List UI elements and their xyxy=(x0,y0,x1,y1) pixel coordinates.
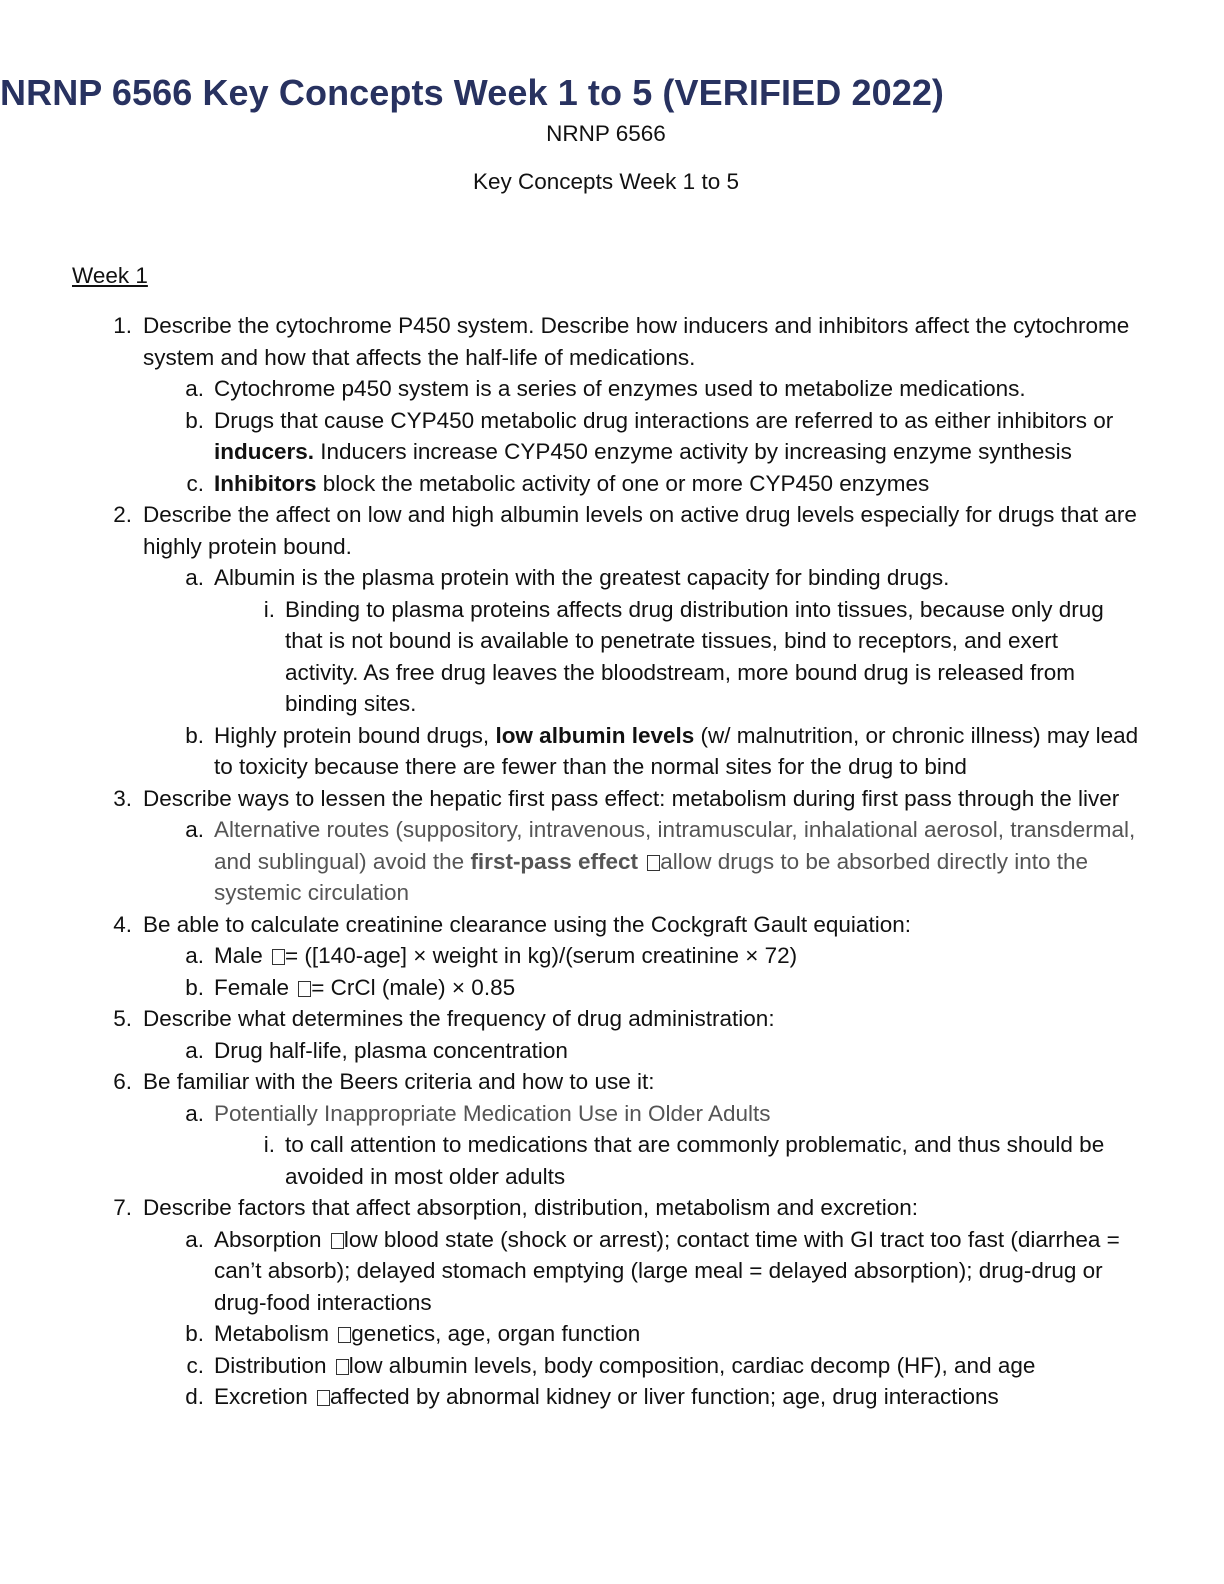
sub-list-item xyxy=(0,1350,1144,1382)
list-number: 5. xyxy=(113,1006,132,1031)
sub-list-letter: a. xyxy=(185,376,204,401)
list-item-text: Describe the cytochrome P450 system. Describe how inducers and inhibitors affect the cytochrome system and how that affects the half-life of medications. xyxy=(143,313,1130,370)
sub-list-item xyxy=(0,405,1144,468)
sub-list-item-text: Female xyxy=(214,974,296,1000)
sub-list-item xyxy=(0,972,1144,1004)
sub-list-letter: a. xyxy=(185,943,204,968)
sub-list-item-text: Distribution xyxy=(214,1352,333,1378)
bold-term: inducers. xyxy=(214,439,315,464)
empty-box-icon xyxy=(336,1359,349,1375)
sub-list-item-text: Male xyxy=(214,943,270,968)
sub-list-item xyxy=(0,940,1144,972)
sub-list-item-text: Metabolism xyxy=(214,1321,336,1346)
sub-list-letter: c. xyxy=(186,470,204,496)
sub-list-item-text: block the metabolic activity of one or more CYP450 enzymes xyxy=(316,470,930,496)
sub-list-letter: b. xyxy=(185,974,204,1000)
sub-list-item xyxy=(0,814,1144,909)
sub-sub-list-numeral: i. xyxy=(263,596,275,622)
bold-term: first-pass effect xyxy=(470,848,638,874)
sub-list-letter: a. xyxy=(185,1226,204,1252)
sub-list-letter: b. xyxy=(185,1321,204,1346)
sub-list-item-text: low blood state (shock or arrest); contact time with GI tract too fast (diarrhea = can’t absorb); delayed stomach emptying (large meal = delayed absorption); drug-drug or drug-food interactions xyxy=(214,1226,1120,1315)
sub-list-item-text: allow drugs to be absorbed directly into the systemic circulation xyxy=(214,848,1089,905)
sub-list-item-text: Potentially Inappropriate Medication Use in Older Adults xyxy=(214,1100,771,1126)
sub-list-item xyxy=(0,1318,1144,1350)
sub-list-item-text: Cytochrome p450 system is a series of enzymes used to metabolize medications. xyxy=(214,376,1026,401)
empty-box-icon xyxy=(338,1327,351,1343)
course-code: NRNP 6566 xyxy=(546,121,666,146)
sub-list-item-text: (w/ malnutrition, or chronic illness) may lead to toxicity because there are fewer than the normal sites for the drug to bind xyxy=(214,722,1139,779)
sub-list-item-text: Drugs that cause CYP450 metabolic drug interactions are referred to as either inhibitors or xyxy=(214,407,1114,433)
sub-list-item-text: Absorption xyxy=(214,1226,328,1252)
sub-list-item xyxy=(0,562,1144,594)
empty-box-icon xyxy=(331,1233,344,1249)
empty-box-icon xyxy=(272,949,285,965)
sub-list-letter: a. xyxy=(185,1100,204,1126)
sub-list-item-text: Excretion xyxy=(214,1384,315,1409)
bold-term: Inhibitors xyxy=(214,470,317,496)
list-item xyxy=(0,499,1143,562)
list-item-text: Describe the affect on low and high albumin levels on active drug levels especially for drugs that are highly protein bound. xyxy=(143,502,1137,559)
list-item xyxy=(0,1192,1143,1224)
sub-list-item-text: = CrCl (male) × 0.85 xyxy=(311,974,516,1000)
sub-list-letter: a. xyxy=(185,565,204,590)
list-item xyxy=(0,310,1143,373)
empty-box-icon xyxy=(298,981,311,997)
sub-list-letter: c. xyxy=(186,1352,204,1378)
list-number: 2. xyxy=(113,502,132,527)
sub-list-item-text: Highly protein bound drugs, xyxy=(214,722,496,748)
sub-list-item xyxy=(0,1381,1144,1413)
sub-list-item xyxy=(0,468,1144,500)
list-item xyxy=(0,909,1143,941)
empty-box-icon xyxy=(647,855,660,871)
list-item xyxy=(0,1003,1143,1035)
sub-sub-list-item-text: to call attention to medications that are commonly problematic, and thus should be avoided in most older adults xyxy=(285,1132,1105,1189)
page-title: NRNP 6566 Key Concepts Week 1 to 5 (VERIFIED 2022) xyxy=(0,72,945,113)
sub-list-item-text: affected by abnormal kidney or liver function; age, drug interactions xyxy=(330,1384,999,1409)
list-number: 4. xyxy=(113,911,132,937)
list-number: 3. xyxy=(113,785,132,811)
sub-list-letter: b. xyxy=(185,722,204,748)
sub-list-item-text: Albumin is the plasma protein with the greatest capacity for binding drugs. xyxy=(214,565,950,590)
sub-list-item xyxy=(0,373,1144,405)
bold-term: low albumin levels xyxy=(495,722,695,748)
document-subtitle: Key Concepts Week 1 to 5 xyxy=(473,169,739,194)
sub-list-letter: b. xyxy=(185,407,204,433)
sub-list-item xyxy=(0,1035,1144,1067)
sub-sub-list-numeral: i. xyxy=(263,1132,275,1157)
sub-list-letter: a. xyxy=(185,817,204,842)
sub-list-item-text: Drug half-life, plasma concentration xyxy=(214,1037,568,1063)
sub-list-item-text: Alternative routes (suppository, intravenous, intramuscular, inhalational aerosol, transdermal, and sublingual) avoid the xyxy=(214,817,1136,874)
sub-list-item-text: Inducers increase CYP450 enzyme activity by increasing enzyme synthesis xyxy=(314,439,1072,464)
list-number: 6. xyxy=(113,1069,132,1094)
list-number: 7. xyxy=(113,1195,132,1220)
sub-sub-list-item xyxy=(0,594,1135,720)
sub-list-item-text: low albumin levels, body composition, cardiac decomp (HF), and age xyxy=(348,1352,1036,1378)
sub-list-item xyxy=(0,1098,1144,1130)
list-number: 1. xyxy=(113,313,132,338)
sub-list-item-text: = ([140-age] × weight in kg)/(serum creatinine × 72) xyxy=(285,943,798,968)
list-item-text: Be familiar with the Beers criteria and how to use it: xyxy=(143,1069,655,1094)
sub-sub-list-item-text: Binding to plasma proteins affects drug distribution into tissues, because only drug that is not bound is available to penetrate tissues, bind to receptors, and exert activity. As free drug leaves the bloodstream, more bound drug is released from binding sites. xyxy=(285,596,1104,716)
sub-sub-list-item xyxy=(0,1129,1135,1192)
list-item-text: Describe what determines the frequency of drug administration: xyxy=(143,1006,775,1031)
list-item-text: Describe factors that affect absorption, distribution, metabolism and excretion: xyxy=(143,1195,918,1220)
sub-list-item xyxy=(0,1224,1144,1319)
list-item-text: Describe ways to lessen the hepatic first pass effect: metabolism during first pass through the liver xyxy=(143,785,1120,811)
list-item-text: Be able to calculate creatinine clearance using the Cockgraft Gault equiation: xyxy=(143,911,911,937)
week-heading: Week 1 xyxy=(72,263,148,288)
sub-list-item-text: genetics, age, organ function xyxy=(351,1321,641,1346)
sub-list-letter: d. xyxy=(185,1384,204,1409)
empty-box-icon xyxy=(317,1390,330,1406)
sub-list-letter: a. xyxy=(185,1037,204,1063)
sub-list-item xyxy=(0,720,1144,783)
list-item xyxy=(0,1066,1143,1098)
key-concepts-list xyxy=(0,310,1224,1413)
list-item xyxy=(0,783,1143,815)
